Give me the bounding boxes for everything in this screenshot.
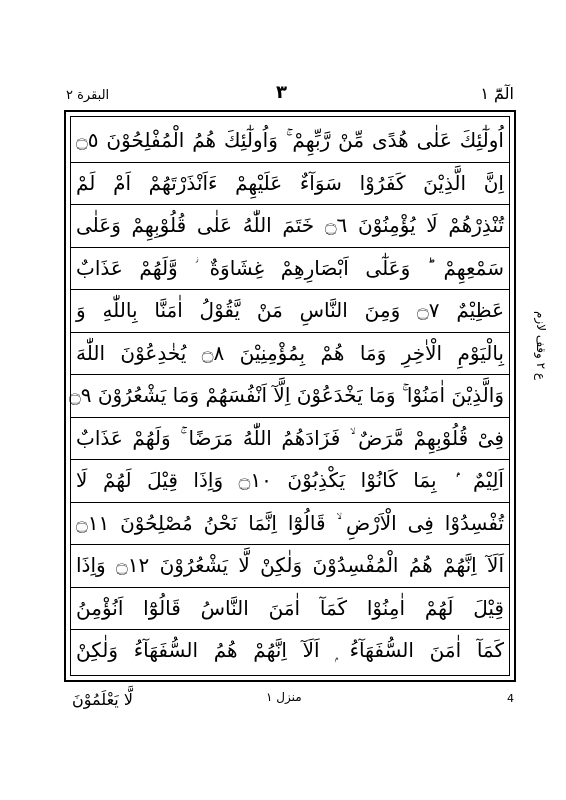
page-footer <box>66 690 514 714</box>
text-frame <box>64 110 516 682</box>
verse-line: تُفْسِدُوْا فِى الْاَرْضِ ۙ قَالُوْٓا اِنَّمَا نَحْنُ مُصْلِحُوْنَ ۝١١ <box>76 510 504 535</box>
surah-name: البقرة ٢ <box>66 88 110 103</box>
verse-line: فِىْ قُلُوْبِهِمْ مَّرَضٌ ۙ فَزَادَهُمُ اللّٰهُ مَرَضًا ۚ وَلَهُمْ عَذَابٌ <box>76 425 504 450</box>
verse-line: اُولٰٓئِكَ عَلٰى هُدًى مِّنْ رَّبِّهِمْ ۚ وَاُولٰٓئِكَ هُمُ الْمُفْلِحُوْنَ ۝٥ <box>76 128 504 152</box>
page-header <box>66 84 514 108</box>
catchword: لَّا يَعْلَمُوْنَ <box>72 690 133 709</box>
manzil-label: منزل ١ <box>266 690 302 704</box>
verse-line: سَمْعِهِمْ ؕ وَعَلٰٓى اَبْصَارِهِمْ غِشَاوَةٌ ؗ وَّلَهُمْ عَذَابٌ <box>76 255 504 280</box>
verse-line: كَمَآ اٰمَنَ السُّفَهَآءُ ۭ اَلَآ اِنَّهُمْ هُمُ السُّفَهَآءُ وَلٰكِنْ <box>76 638 504 662</box>
verse-line: تُنْذِرْهُمْ لَا يُؤْمِنُوْنَ ۝٦ خَتَمَ اللّٰهُ عَلٰى قُلُوْبِهِمْ وَعَلٰى <box>76 213 504 237</box>
verse-line: قِيْلَ لَهُمْ اٰمِنُوْا كَمَآ اٰمَنَ النَّاسُ قَالُوْٓا اَنُؤْمِنُ <box>76 595 504 620</box>
verse-line: بِالْيَوْمِ الْاٰخِرِ وَمَا هُمْ بِمُؤْمِنِيْنَ ۝٨ يُخٰدِعُوْنَ اللّٰهَ <box>76 340 504 365</box>
verse-line: عَظِيْمٌ ۝٧ وَمِنَ النَّاسِ مَنْ يَّقُوْلُ اٰمَنَّا بِاللّٰهِ وَ <box>76 298 505 322</box>
verse-line: اَلَآ اِنَّهُمْ هُمُ الْمُفْسِدُوْنَ وَلٰكِنْ لَّا يَشْعُرُوْنَ ۝١٢ وَاِذَا <box>76 553 504 577</box>
verse-line: اَلِيْمٌ ۢ بِمَا كَانُوْا يَكْذِبُوْنَ ۝١٠ وَاِذَا قِيْلَ لَهُمْ لَا <box>76 468 504 492</box>
ruku-marker: ع ٢ وقف لازم <box>534 310 548 380</box>
verse-line: وَالَّذِيْنَ اٰمَنُوْا ۚ وَمَا يَخْدَعُوْنَ اِلَّآ اَنْفُسَهُمْ وَمَا يَشْعُرُوْنَ ۝٩ <box>69 383 504 407</box>
para-number: ٣ <box>276 82 287 103</box>
page-number: 4 <box>507 692 514 705</box>
para-name: الٓمّٓ ١ <box>480 84 514 103</box>
verse-line: اِنَّ الَّذِيْنَ كَفَرُوْا سَوَآءٌ عَلَيْهِمْ ءَاَنْذَرْتَهُمْ اَمْ لَمْ <box>76 170 504 195</box>
